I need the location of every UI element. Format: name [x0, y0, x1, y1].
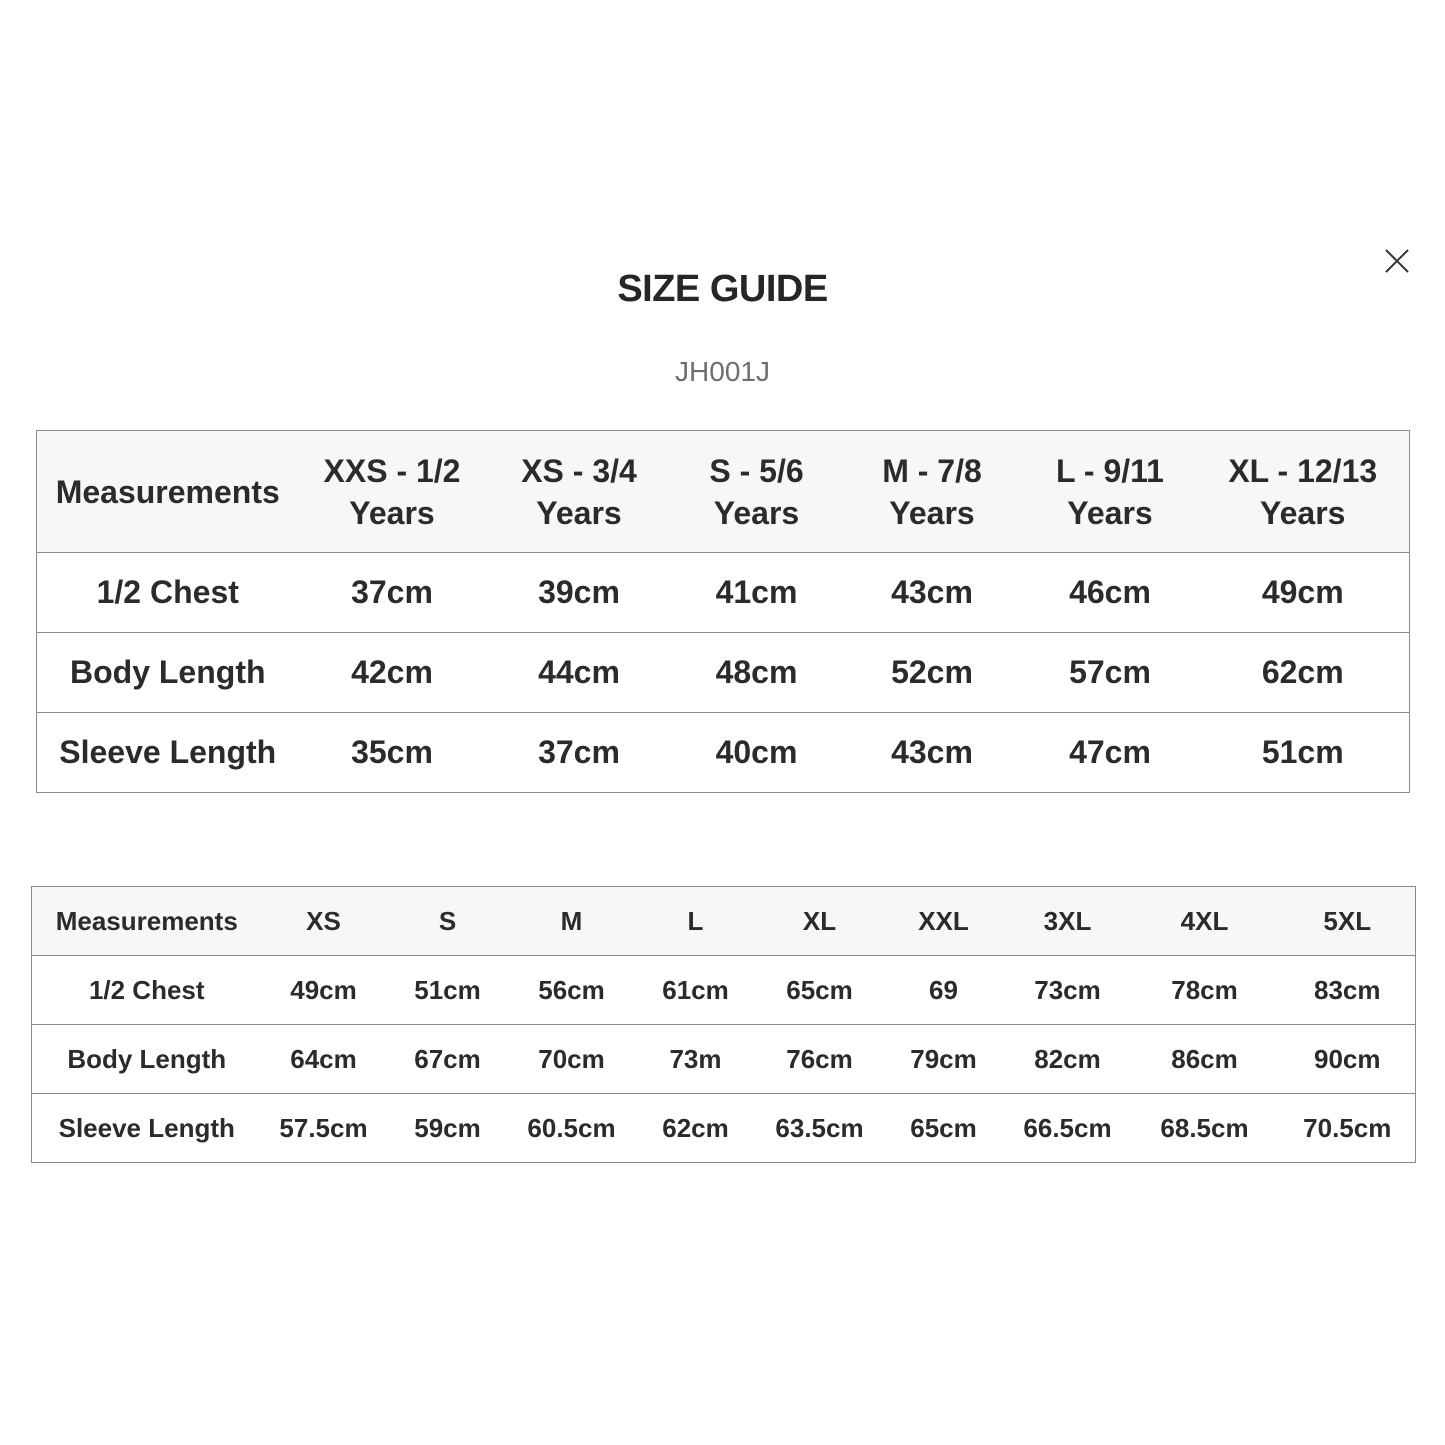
table-cell: 67cm [386, 1025, 510, 1094]
header-size: M [510, 887, 634, 956]
table-row [37, 713, 1410, 793]
adult-size-table [31, 886, 1416, 1163]
table-cell: 78cm [1130, 956, 1280, 1025]
header-size: 5XL [1280, 887, 1416, 956]
table-cell: 49cm [262, 956, 386, 1025]
table-cell: 86cm [1130, 1025, 1280, 1094]
table-cell: 62cm [1197, 633, 1410, 713]
header-size [486, 431, 673, 553]
header-line: Measurements [55, 473, 280, 510]
header-line: Years [889, 494, 975, 531]
header-size: L [634, 887, 758, 956]
row-label: Body Length [32, 1025, 262, 1094]
table-cell: 43cm [841, 713, 1024, 793]
table-cell: 51cm [1197, 713, 1410, 793]
header-line: S - 5/6 [709, 452, 804, 489]
table-cell: 48cm [673, 633, 841, 713]
table-row [32, 1094, 1416, 1163]
header-size [1197, 431, 1410, 553]
table-cell: 51cm [386, 956, 510, 1025]
table-cell: 57.5cm [262, 1094, 386, 1163]
header-line: XL - 12/13 [1228, 452, 1378, 489]
table-cell: 73m [634, 1025, 758, 1094]
header-size: XS [262, 887, 386, 956]
table-cell: 47cm [1024, 713, 1197, 793]
table-row [37, 633, 1410, 713]
page-title: SIZE GUIDE [617, 268, 828, 310]
header-line: XXS - 1/2 [323, 452, 461, 489]
table-cell: 66.5cm [1006, 1094, 1130, 1163]
header-line: XS - 3/4 [521, 452, 637, 489]
table-cell: 41cm [673, 553, 841, 633]
table-cell: 83cm [1280, 956, 1416, 1025]
header-size [841, 431, 1024, 553]
table-cell: 59cm [386, 1094, 510, 1163]
header-line: Years [536, 494, 622, 531]
table-row [37, 553, 1410, 633]
table-cell: 82cm [1006, 1025, 1130, 1094]
header-line: Years [1260, 494, 1346, 531]
table-cell: 90cm [1280, 1025, 1416, 1094]
header-line: M - 7/8 [882, 452, 982, 489]
table-cell: 39cm [486, 553, 673, 633]
header-line: Years [349, 494, 435, 531]
table-cell: 42cm [299, 633, 486, 713]
table-cell: 64cm [262, 1025, 386, 1094]
header-line: Years [713, 494, 800, 531]
table-cell: 37cm [486, 713, 673, 793]
table-cell: 60.5cm [510, 1094, 634, 1163]
table-cell: 61cm [634, 956, 758, 1025]
product-code: JH001J [675, 356, 770, 387]
header-size: XL [758, 887, 882, 956]
row-label: Sleeve Length [37, 713, 299, 793]
table-cell: 65cm [758, 956, 882, 1025]
table-cell: 73cm [1006, 956, 1130, 1025]
table-cell: 56cm [510, 956, 634, 1025]
header-size: 4XL [1130, 887, 1280, 956]
table-cell: 65cm [882, 1094, 1006, 1163]
table-cell: 70cm [510, 1025, 634, 1094]
table-cell: 35cm [299, 713, 486, 793]
row-label: Sleeve Length [32, 1094, 262, 1163]
table-cell: 69 [882, 956, 1006, 1025]
table-cell: 79cm [882, 1025, 1006, 1094]
header-size: 3XL [1006, 887, 1130, 956]
header-line: Years [1067, 494, 1153, 531]
table-cell: 52cm [841, 633, 1024, 713]
header-size [1024, 431, 1197, 553]
table-cell: 63.5cm [758, 1094, 882, 1163]
table-cell: 37cm [299, 553, 486, 633]
header-line: L - 9/11 [1056, 452, 1164, 489]
table-cell: 68.5cm [1130, 1094, 1280, 1163]
table-cell: 44cm [486, 633, 673, 713]
header-measurements: Measurements [32, 887, 262, 956]
youth-size-table [36, 430, 1410, 793]
table-cell: 43cm [841, 553, 1024, 633]
table-cell: 46cm [1024, 553, 1197, 633]
header-size [299, 431, 486, 553]
header-size [673, 431, 841, 553]
header-size: XXL [882, 887, 1006, 956]
header-size: S [386, 887, 510, 956]
row-label: 1/2 Chest [32, 956, 262, 1025]
table-cell: 70.5cm [1280, 1094, 1416, 1163]
table-cell: 40cm [673, 713, 841, 793]
table-cell: 57cm [1024, 633, 1197, 713]
table-row [32, 1025, 1416, 1094]
header-measurements [37, 431, 299, 553]
table-cell: 49cm [1197, 553, 1410, 633]
row-label: Body Length [37, 633, 299, 713]
row-label: 1/2 Chest [37, 553, 299, 633]
table-row [32, 956, 1416, 1025]
table-cell: 62cm [634, 1094, 758, 1163]
table-cell: 76cm [758, 1025, 882, 1094]
